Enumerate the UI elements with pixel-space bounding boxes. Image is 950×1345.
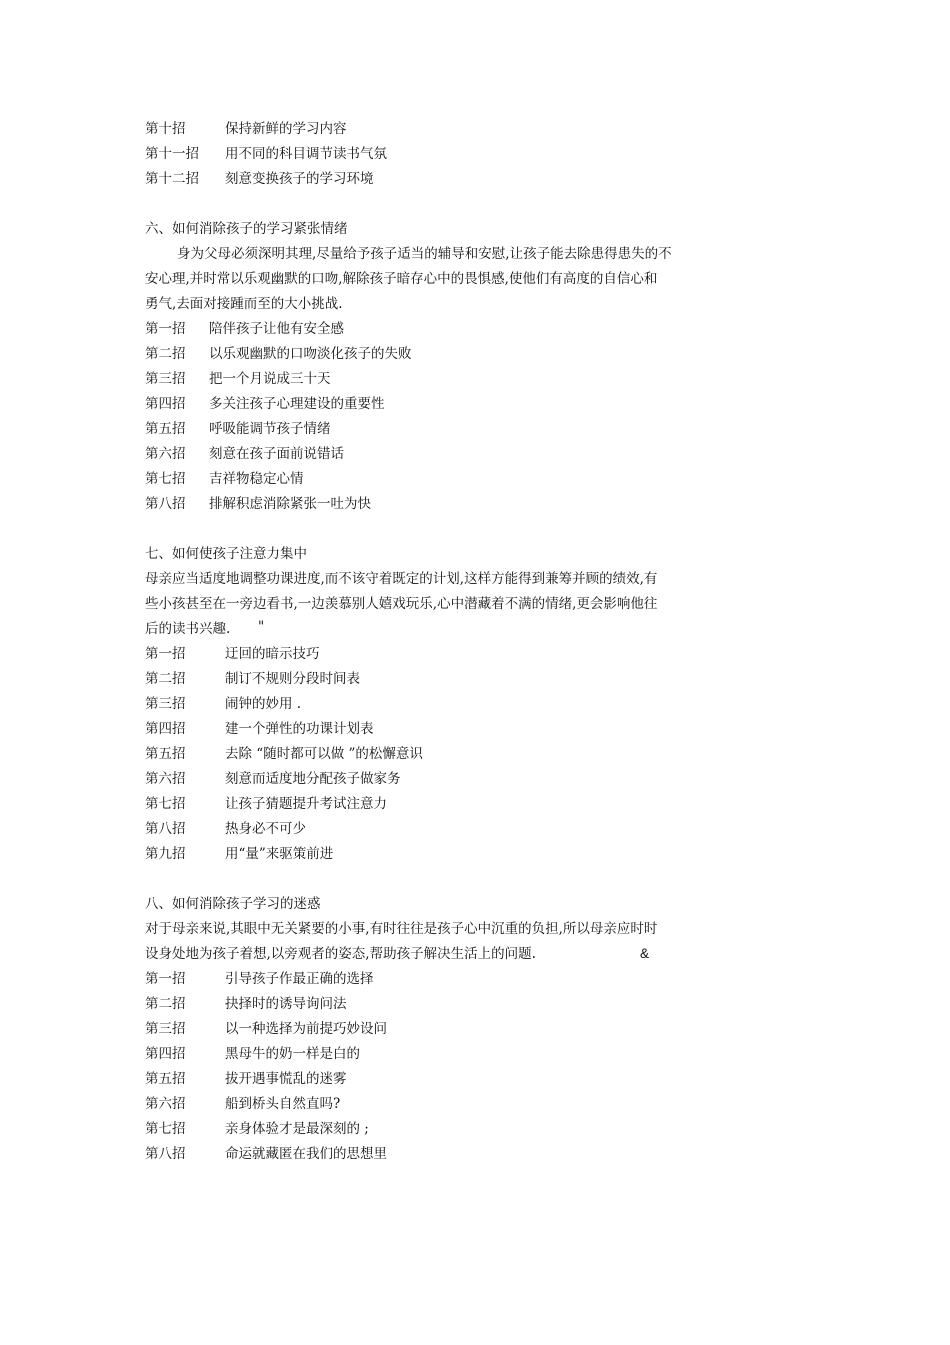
item-text: 排解积虑消除紧张一吐为快 — [209, 496, 371, 512]
list-item — [145, 170, 374, 188]
item-number: 第一招 — [145, 321, 186, 337]
item-text: 把一个月说成三十天 — [209, 371, 331, 387]
item-number: 第五招 — [145, 1071, 186, 1087]
list-item — [145, 1145, 387, 1163]
item-text: 迂回的暗示技巧 — [225, 646, 320, 662]
item-number: 第四招 — [145, 1046, 186, 1062]
item-number: 第二招 — [145, 346, 186, 362]
item-text: 刻意而适度地分配孩子做家务 — [225, 771, 401, 787]
list-item — [145, 770, 401, 788]
item-number: 第三招 — [145, 696, 186, 712]
item-number: 第八招 — [145, 821, 186, 837]
item-text: 吉祥物稳定心情 — [209, 471, 304, 487]
list-item — [145, 320, 344, 338]
list-item — [145, 495, 371, 513]
stray-quote-mark: " — [258, 619, 265, 635]
list-item — [145, 670, 360, 688]
list-item — [145, 1020, 387, 1038]
item-number: 第七招 — [145, 1121, 186, 1137]
item-text: 用不同的科目调节读书气氛 — [225, 146, 387, 162]
item-text: 以乐观幽默的口吻淡化孩子的失败 — [209, 346, 412, 362]
paragraph-line: 后的读书兴趣. — [145, 621, 231, 637]
list-item — [145, 1095, 340, 1113]
item-number: 第六招 — [145, 446, 186, 462]
section-heading: 八、如何消除孩子学习的迷惑 — [145, 896, 321, 912]
list-item — [145, 1120, 369, 1138]
paragraph-line: 设身处地为孩子着想,以旁观者的姿态,帮助孩子解决生活上的问题. — [145, 946, 536, 962]
list-item — [145, 720, 374, 738]
stray-ampersand-mark: & — [640, 946, 650, 961]
list-item — [145, 845, 333, 863]
list-item — [145, 420, 331, 438]
item-number: 第五招 — [145, 421, 186, 437]
item-text: 闹钟的妙用 . — [225, 696, 302, 712]
item-text: 以一种选择为前提巧妙设问 — [225, 1021, 387, 1037]
list-item — [145, 795, 387, 813]
item-text: 保持新鲜的学习内容 — [225, 121, 347, 137]
section-heading: 七、如何使孩子注意力集中 — [145, 546, 307, 562]
item-text: 让孩子猜题提升考试注意力 — [225, 796, 387, 812]
item-number: 第七招 — [145, 796, 186, 812]
item-number: 第二招 — [145, 996, 186, 1012]
item-number: 第十一招 — [145, 146, 199, 162]
list-item — [145, 470, 304, 488]
list-item — [145, 395, 385, 413]
item-text: 船到桥头自然直吗? — [225, 1096, 341, 1112]
item-text: 建一个弹性的功课计划表 — [225, 721, 374, 737]
item-text: 拔开遇事慌乱的迷雾 — [225, 1071, 347, 1087]
item-text: 用“量”来驱策前进 — [225, 846, 334, 862]
section-heading: 六、如何消除孩子的学习紧张情绪 — [145, 221, 348, 237]
item-text: 亲身体验才是最深刻的 ; — [225, 1121, 369, 1137]
item-number: 第七招 — [145, 471, 186, 487]
list-item — [145, 820, 306, 838]
list-item — [145, 145, 387, 163]
list-item — [145, 970, 374, 988]
item-number: 第四招 — [145, 721, 186, 737]
paragraph-line: 勇气,去面对接踵而至的大小挑战. — [145, 296, 343, 312]
paragraph-line: 对于母亲来说,其眼中无关紧要的小事,有时往往是孩子心中沉重的负担,所以母亲应时时 — [145, 921, 658, 937]
item-number: 第二招 — [145, 671, 186, 687]
item-text: 引导孩子作最正确的选择 — [225, 971, 374, 987]
list-item — [145, 370, 331, 388]
item-text: 呼吸能调节孩子情绪 — [209, 421, 331, 437]
item-number: 第四招 — [145, 396, 186, 412]
item-text: 黑母牛的奶一样是白的 — [225, 1046, 360, 1062]
list-item — [145, 1045, 360, 1063]
paragraph-line: 母亲应当适度地调整功课进度,而不该守着既定的计划,这样方能得到兼筹并顾的绩效,有 — [145, 571, 658, 587]
item-text: 去除 “随时都可以做 ”的松懈意识 — [225, 746, 423, 762]
list-item — [145, 695, 301, 713]
item-number: 第十二招 — [145, 171, 199, 187]
item-text: 刻意变换孩子的学习环境 — [225, 171, 374, 187]
list-item — [145, 645, 320, 663]
item-number: 第十招 — [145, 121, 186, 137]
list-item — [145, 745, 423, 763]
item-text: 热身必不可少 — [225, 821, 306, 837]
item-number: 第六招 — [145, 771, 186, 787]
item-number: 第八招 — [145, 496, 186, 512]
item-number: 第九招 — [145, 846, 186, 862]
paragraph-line: 些小孩甚至在一旁边看书,一边羡慕别人嬉戏玩乐,心中潜藏着不满的情绪,更会影响他往 — [145, 596, 658, 612]
item-number: 第六招 — [145, 1096, 186, 1112]
list-item — [145, 120, 347, 138]
list-item — [145, 995, 347, 1013]
list-item — [145, 1070, 347, 1088]
item-text: 制订不规则分段时间表 — [225, 671, 360, 687]
item-number: 第五招 — [145, 746, 186, 762]
item-number: 第八招 — [145, 1146, 186, 1162]
item-number: 第一招 — [145, 646, 186, 662]
item-number: 第三招 — [145, 371, 186, 387]
paragraph-line: 安心理,并时常以乐观幽默的口吻,解除孩子暗存心中的畏惧感,使他们有高度的自信心和 — [145, 271, 658, 287]
item-number: 第三招 — [145, 1021, 186, 1037]
item-text: 抉择时的诱导询问法 — [225, 996, 347, 1012]
item-text: 陪伴孩子让他有安全感 — [209, 321, 344, 337]
item-text: 多关注孩子心理建设的重要性 — [209, 396, 385, 412]
list-item — [145, 445, 344, 463]
item-text: 命运就藏匿在我们的思想里 — [225, 1146, 387, 1162]
paragraph-line: 身为父母必须深明其理,尽量给予孩子适当的辅导和安慰,让孩子能去除患得患失的不 — [177, 246, 672, 262]
item-number: 第一招 — [145, 971, 186, 987]
item-text: 刻意在孩子面前说错话 — [209, 446, 344, 462]
list-item — [145, 345, 412, 363]
